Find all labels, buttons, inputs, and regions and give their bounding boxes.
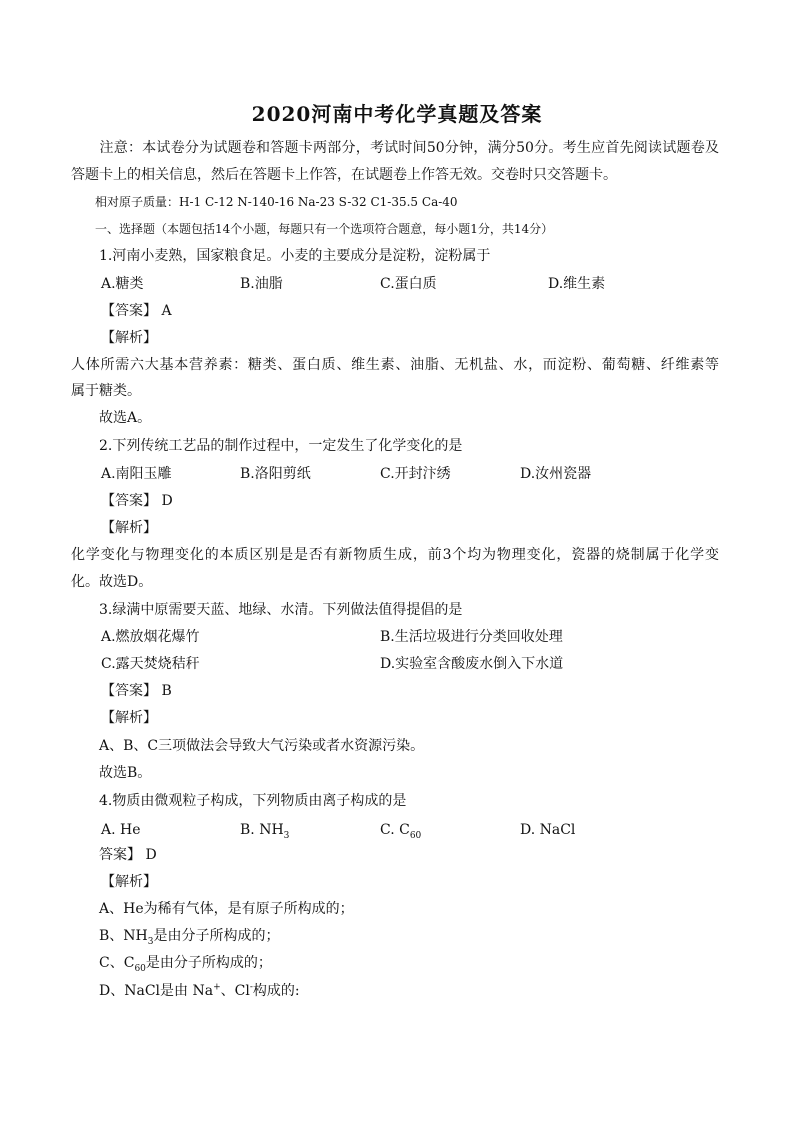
q4-analysis-line-c: C、$C_{60}$是由分子所构成的； — [71, 955, 272, 974]
question-3-stem: 3.绿满中原需要天蓝、地绿、水清。下列做法值得提倡的是 — [71, 602, 463, 618]
q3-option-b: B.生活垃圾进行分类回收处理 — [380, 629, 563, 645]
q2-option-a: A.南阳玉雕 — [101, 466, 172, 482]
q2-option-b: B.洛阳剪纸 — [240, 466, 311, 482]
q3-option-a: A.燃放烟花爆竹 — [101, 629, 200, 645]
section-heading: 一、选择题（本题包括14个小题，每题只有一个选项符合题意，每小题1分，共14分） — [71, 222, 554, 236]
q4-analysis-label: 【解析】 — [101, 874, 157, 890]
q3-analysis-label: 【解析】 — [101, 710, 157, 726]
question-1-stem: 1.河南小麦熟，国家粮食足。小麦的主要成分是淀粉，淀粉属于 — [71, 248, 491, 264]
q4-analysis-line-a: A、He为稀有气体，是有原子所构成的； — [71, 901, 354, 917]
q3-conclusion: 故选B。 — [71, 765, 152, 781]
q2-option-d: D.汝州瓷器 — [520, 466, 592, 482]
q2-analysis-line-2: 化。故选D。 — [71, 574, 153, 590]
q2-answer: 【答案】 D — [101, 493, 173, 509]
q4-option-b: B. $NH_3$ — [240, 822, 290, 841]
q1-option-b: B.油脂 — [240, 276, 283, 292]
q2-analysis-label: 【解析】 — [101, 520, 157, 536]
q1-analysis-line-2: 属于糖类。 — [71, 383, 141, 399]
q3-option-d: D.实验室含酸废水倒入下水道 — [380, 656, 564, 672]
question-4-stem: 4.物质由微观粒子构成，下列物质由离子构成的是 — [71, 793, 407, 809]
q3-answer: 【答案】 B — [101, 683, 172, 699]
q1-analysis-line-1: 人体所需六大基本营养素：糖类、蛋白质、维生素、油脂、无机盐、水，而淀粉、葡萄糖、纤维素等 — [71, 357, 719, 373]
q3-analysis-line-1: A、B、C三项做法会导致大气污染或者水资源污染。 — [71, 738, 425, 754]
atomic-masses: 相对原子质量：H-1 C-12 N-140-16 Na-23 S-32 C1-35.5 Ca-40 — [71, 195, 458, 209]
question-2-stem: 2.下列传统工艺品的制作过程中，一定发生了化学变化的是 — [71, 438, 463, 454]
q1-option-d: D.维生素 — [548, 276, 606, 292]
q2-analysis-line-1: 化学变化与物理变化的本质区别是是否有新物质生成，前3个均为物理变化，瓷器的烧制属于化学变 — [71, 547, 719, 563]
q4-option-c: C. $C_{60}$ — [380, 822, 422, 841]
q3-option-c: C.露天焚烧秸秆 — [101, 656, 200, 672]
q1-option-c: C.蛋白质 — [380, 276, 437, 292]
q4-option-a: A. He — [101, 822, 141, 838]
q1-answer: 【答案】 A — [101, 303, 172, 319]
document-title: 2020河南中考化学真题及答案 — [251, 102, 543, 126]
q4-analysis-line-d: D、NaCl是由 Na+、Cl-构成的: — [71, 982, 300, 999]
q1-option-a: A.糖类 — [101, 276, 144, 292]
q2-option-c: C.开封汴绣 — [380, 466, 451, 482]
q1-analysis-label: 【解析】 — [101, 330, 157, 346]
q4-answer: 答案】 D — [71, 847, 157, 863]
notice-line-2: 答题卡上的相关信息，然后在答题卡上作答，在试题卷上作答无效。交卷时只交答题卡。 — [71, 167, 617, 183]
notice-line-1: 注意：本试卷分为试题卷和答题卡两部分，考试时间50分钟，满分50分。考生应首先阅读试题卷及 — [71, 140, 719, 156]
q1-conclusion: 故选A。 — [71, 410, 152, 426]
q4-option-d: D. NaCl — [520, 822, 576, 838]
q4-analysis-line-b: B、$NH_3$是由分子所构成的； — [71, 928, 280, 947]
